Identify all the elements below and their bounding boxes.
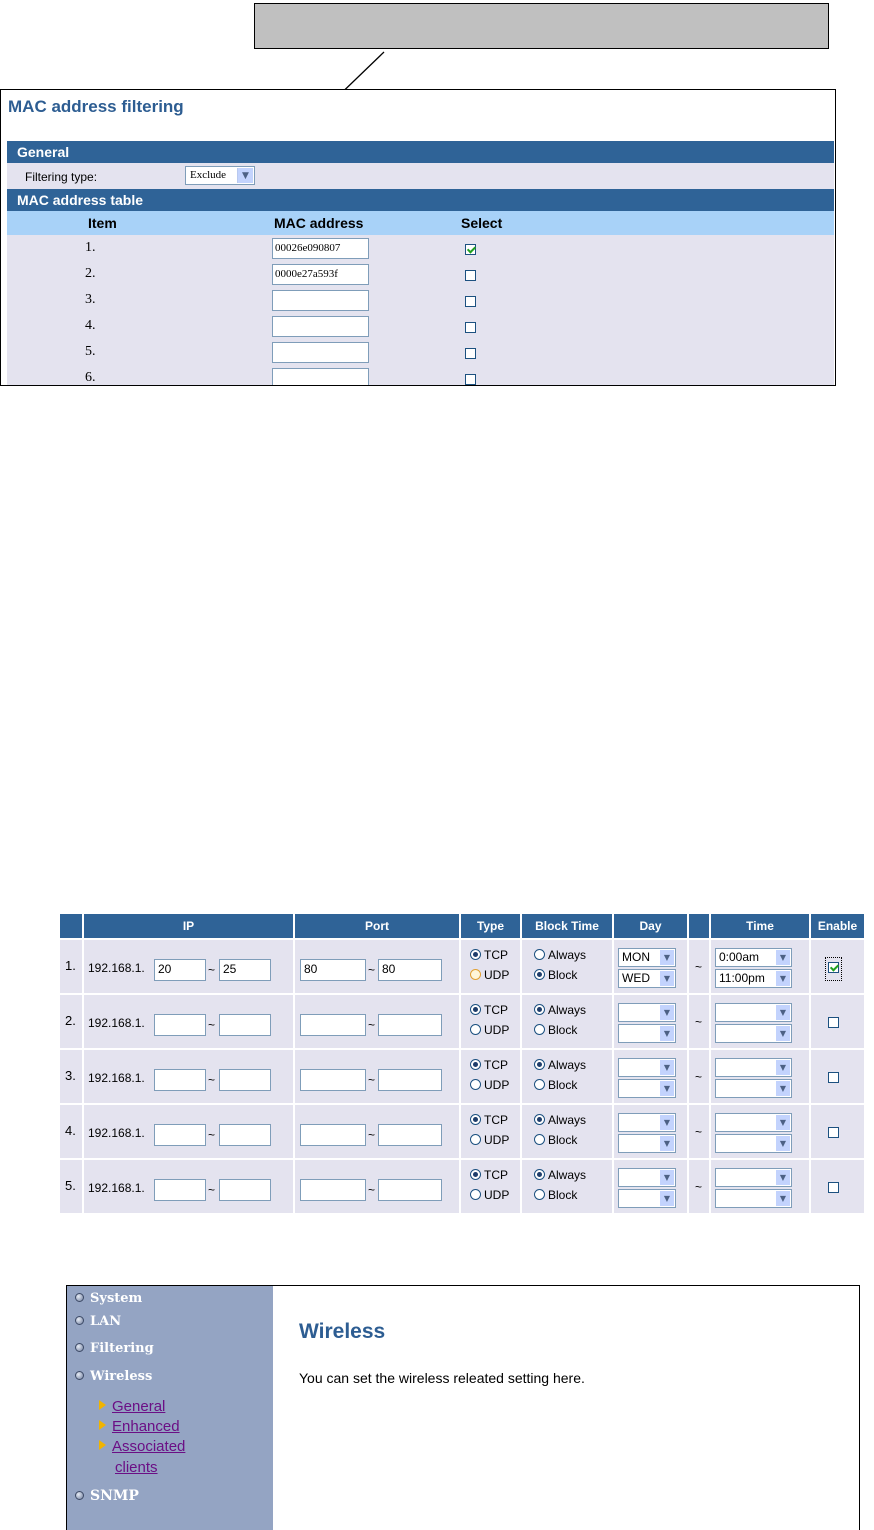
table-row — [60, 995, 864, 1048]
radio-always[interactable]: Always — [534, 1058, 586, 1072]
mac-table-header — [7, 211, 834, 235]
mac-address-input[interactable] — [272, 368, 369, 386]
day-from-select[interactable] — [618, 1058, 676, 1077]
time-from-select[interactable] — [715, 1168, 792, 1187]
cell-divider — [612, 1105, 614, 1158]
chevron-down-icon[interactable]: ▼ — [660, 1115, 674, 1130]
cell-divider — [687, 1105, 689, 1158]
chevron-down-icon[interactable]: ▼ — [776, 950, 790, 965]
time-from-select[interactable] — [715, 1113, 792, 1132]
range-tilde: ~ — [368, 1018, 376, 1032]
sidebar — [67, 1286, 273, 1530]
sidebar-item-snmp[interactable]: SNMP — [75, 1488, 139, 1504]
ip-from-input[interactable]: 20 — [154, 959, 206, 981]
sidebar-item-wireless[interactable]: Wireless — [75, 1369, 152, 1384]
bullet-icon — [75, 1491, 84, 1500]
enable-checkbox[interactable] — [828, 1017, 839, 1028]
chevron-down-icon[interactable]: ▼ — [237, 168, 253, 183]
cell-divider — [82, 1105, 84, 1158]
cell-divider — [687, 1160, 689, 1213]
radio-always[interactable]: Always — [534, 948, 586, 962]
radio-circle-icon — [534, 1189, 545, 1200]
row-number: 5. — [65, 1178, 76, 1193]
chevron-down-icon[interactable]: ▼ — [776, 1170, 790, 1185]
mac-address-input[interactable] — [272, 316, 369, 337]
chevron-down-icon[interactable]: ▼ — [660, 950, 674, 965]
time-to-select[interactable] — [715, 1024, 792, 1043]
cell-divider — [82, 1050, 84, 1103]
table-row — [60, 1160, 864, 1213]
column-header-port: Port — [295, 914, 461, 938]
column-header-ip: IP — [84, 914, 295, 938]
table-row — [7, 262, 834, 288]
time-from-select[interactable]: 0:00am ▼ — [715, 948, 792, 967]
enable-checkbox-wrap — [828, 1015, 839, 1033]
ip-to-input[interactable] — [219, 1179, 271, 1201]
row-number: 3. — [85, 292, 96, 307]
day-to-select[interactable] — [618, 1189, 676, 1208]
wireless-page — [66, 1285, 860, 1530]
sidebar-link-enhanced[interactable]: Enhanced — [99, 1418, 180, 1435]
radio-circle-icon — [470, 1189, 481, 1200]
range-tilde: ~ — [695, 1015, 703, 1029]
cell-divider — [459, 940, 461, 993]
row-number: 1. — [65, 958, 76, 973]
ip-prefix: 192.168.1. — [88, 1071, 145, 1085]
radio-block[interactable]: Block — [534, 1133, 577, 1147]
column-header-enable: Enable — [811, 914, 864, 938]
cell-divider — [82, 940, 84, 993]
cell-divider — [459, 1160, 461, 1213]
range-tilde: ~ — [208, 1183, 216, 1197]
column-header-num — [60, 914, 84, 938]
cell-divider — [459, 995, 461, 1048]
radio-tcp[interactable]: TCP — [470, 1003, 508, 1017]
range-tilde: ~ — [208, 963, 216, 977]
radio-tcp[interactable]: TCP — [470, 948, 508, 962]
cell-divider — [520, 1105, 522, 1158]
table-row — [7, 288, 834, 314]
port-from-input[interactable] — [300, 1179, 366, 1201]
chevron-down-icon[interactable]: ▼ — [660, 971, 674, 986]
ip-from-input[interactable] — [154, 1014, 206, 1036]
content-title: Wireless — [299, 1320, 386, 1343]
select-checkbox[interactable] — [465, 244, 476, 255]
cell-divider — [293, 995, 295, 1048]
row-number: 4. — [65, 1123, 76, 1138]
range-tilde: ~ — [208, 1128, 216, 1142]
radio-circle-icon — [534, 1079, 545, 1090]
select-checkbox[interactable] — [465, 322, 476, 333]
chevron-down-icon[interactable]: ▼ — [660, 1005, 674, 1020]
ip-from-input[interactable] — [154, 1179, 206, 1201]
time-to-select[interactable]: 11:00pm ▼ — [715, 969, 792, 988]
cell-divider — [809, 1105, 811, 1158]
cell-divider — [459, 1050, 461, 1103]
filtering-type-label: Filtering type: — [25, 170, 98, 184]
cell-divider — [809, 1160, 811, 1213]
chevron-down-icon[interactable]: ▼ — [660, 1060, 674, 1075]
table-row — [7, 314, 834, 340]
time-to-select[interactable] — [715, 1189, 792, 1208]
radio-udp[interactable]: UDP — [470, 968, 509, 982]
enable-checkbox[interactable] — [828, 1072, 839, 1083]
radio-circle-icon — [470, 969, 481, 980]
arrow-right-icon — [99, 1420, 106, 1430]
range-tilde: ~ — [695, 1180, 703, 1194]
radio-circle-icon — [470, 1059, 481, 1070]
enable-checkbox-wrap — [828, 1180, 839, 1198]
enable-checkbox[interactable] — [828, 962, 839, 973]
radio-circle-icon — [534, 969, 545, 980]
column-header-sep — [689, 914, 711, 938]
cell-divider — [293, 1105, 295, 1158]
radio-circle-icon — [470, 1004, 481, 1015]
chevron-down-icon[interactable]: ▼ — [776, 1060, 790, 1075]
sidebar-link-associated-clients[interactable]: clients — [115, 1459, 158, 1476]
radio-circle-icon — [470, 1024, 481, 1035]
cell-divider — [520, 940, 522, 993]
range-tilde: ~ — [695, 1070, 703, 1084]
port-to-input[interactable] — [378, 1014, 442, 1036]
row-number: 2. — [65, 1013, 76, 1028]
radio-circle-icon — [534, 1004, 545, 1015]
sidebar-link-associated[interactable]: Associated — [99, 1438, 185, 1455]
mac-address-input[interactable] — [272, 342, 369, 363]
row-number: 5. — [85, 344, 96, 359]
column-header-day: Day — [614, 914, 689, 938]
table-row — [60, 1105, 864, 1158]
day-to-select[interactable] — [618, 1134, 676, 1153]
mac-filtering-panel — [0, 89, 836, 386]
chevron-down-icon[interactable]: ▼ — [776, 1136, 790, 1151]
time-from-select[interactable] — [715, 1058, 792, 1077]
sidebar-item-system[interactable]: System — [75, 1291, 142, 1306]
radio-block[interactable]: Block — [534, 968, 577, 982]
radio-circle-icon — [470, 1134, 481, 1145]
port-from-input[interactable] — [300, 1014, 366, 1036]
ip-prefix: 192.168.1. — [88, 961, 145, 975]
cell-divider — [809, 1050, 811, 1103]
day-to-select[interactable]: WED ▼ — [618, 969, 676, 988]
enable-checkbox-wrap — [828, 1125, 839, 1143]
cell-divider — [687, 1050, 689, 1103]
sidebar-link-general[interactable]: General — [99, 1398, 165, 1415]
cell-divider — [809, 995, 811, 1048]
radio-circle-icon — [534, 1024, 545, 1035]
column-header-select: Select — [461, 215, 503, 231]
sidebar-item-filtering[interactable]: Filtering — [75, 1341, 154, 1356]
port-to-input[interactable] — [378, 1124, 442, 1146]
port-from-input[interactable] — [300, 1124, 366, 1146]
mac-address-input[interactable]: 00026e090807 — [272, 238, 369, 259]
cell-divider — [612, 995, 614, 1048]
cell-divider — [709, 1160, 711, 1213]
column-header-type: Type — [461, 914, 522, 938]
general-section-header: General — [7, 141, 834, 163]
bullet-icon — [75, 1343, 84, 1352]
content-description: You can set the wireless releated setting here. — [299, 1370, 585, 1386]
row-number: 2. — [85, 266, 96, 281]
range-tilde: ~ — [695, 1125, 703, 1139]
ip-from-input[interactable] — [154, 1124, 206, 1146]
chevron-down-icon[interactable]: ▼ — [776, 1026, 790, 1041]
enable-checkbox[interactable] — [828, 1182, 839, 1193]
radio-block[interactable]: Block — [534, 1078, 577, 1092]
table-row — [60, 1050, 864, 1103]
cell-divider — [612, 1160, 614, 1213]
cell-divider — [459, 1105, 461, 1158]
cell-divider — [293, 1160, 295, 1213]
radio-udp[interactable]: UDP — [470, 1023, 509, 1037]
radio-circle-icon — [534, 1114, 545, 1125]
chevron-down-icon[interactable]: ▼ — [776, 1081, 790, 1096]
radio-circle-icon — [470, 1114, 481, 1125]
ip-to-input[interactable]: 25 — [219, 959, 271, 981]
cell-divider — [612, 1050, 614, 1103]
row-number: 1. — [85, 240, 96, 255]
chevron-down-icon[interactable]: ▼ — [776, 1005, 790, 1020]
cell-divider — [709, 1050, 711, 1103]
ip-prefix: 192.168.1. — [88, 1181, 145, 1195]
cell-divider — [687, 940, 689, 993]
arrow-right-icon — [99, 1440, 106, 1450]
select-checkbox[interactable] — [465, 296, 476, 307]
radio-always[interactable]: Always — [534, 1168, 586, 1182]
port-to-input[interactable] — [378, 1069, 442, 1091]
enable-checkbox[interactable] — [828, 1127, 839, 1138]
cell-divider — [520, 1160, 522, 1213]
cell-divider — [709, 940, 711, 993]
cell-divider — [82, 1160, 84, 1213]
chevron-down-icon[interactable]: ▼ — [660, 1081, 674, 1096]
day-to-select[interactable] — [618, 1079, 676, 1098]
filtering-type-select[interactable] — [185, 166, 255, 185]
radio-circle-icon — [534, 1134, 545, 1145]
radio-tcp[interactable]: TCP — [470, 1168, 508, 1182]
day-from-select[interactable] — [618, 1168, 676, 1187]
page-title: MAC address filtering — [8, 97, 184, 116]
enable-checkbox-wrap — [825, 957, 842, 981]
chevron-down-icon[interactable]: ▼ — [776, 1191, 790, 1206]
cell-divider — [809, 940, 811, 993]
range-tilde: ~ — [368, 963, 376, 977]
radio-tcp[interactable]: TCP — [470, 1058, 508, 1072]
bullet-icon — [75, 1293, 84, 1302]
chevron-down-icon[interactable]: ▼ — [660, 1026, 674, 1041]
cell-divider — [293, 940, 295, 993]
arrow-right-icon — [99, 1400, 106, 1410]
port-from-input[interactable] — [300, 1069, 366, 1091]
radio-circle-icon — [470, 1079, 481, 1090]
range-tilde: ~ — [208, 1018, 216, 1032]
chevron-down-icon[interactable]: ▼ — [660, 1170, 674, 1185]
radio-circle-icon — [470, 949, 481, 960]
radio-circle-icon — [534, 1059, 545, 1070]
mac-table-body — [7, 235, 834, 385]
ip-prefix: 192.168.1. — [88, 1016, 145, 1030]
column-header-time: Time — [711, 914, 811, 938]
day-to-select[interactable] — [618, 1024, 676, 1043]
bullet-icon — [75, 1316, 84, 1325]
mac-address-input[interactable] — [272, 290, 369, 311]
chevron-down-icon[interactable]: ▼ — [776, 971, 790, 986]
cell-divider — [520, 1050, 522, 1103]
column-header-block-time: Block Time — [522, 914, 614, 938]
port-to-input[interactable]: 80 — [378, 959, 442, 981]
day-from-select[interactable]: MON ▼ — [618, 948, 676, 967]
table-row — [60, 940, 864, 993]
cell-divider — [709, 995, 711, 1048]
chevron-down-icon[interactable]: ▼ — [776, 1115, 790, 1130]
cell-divider — [709, 1105, 711, 1158]
select-checkbox[interactable] — [465, 270, 476, 281]
cell-divider — [82, 995, 84, 1048]
filtering-type-row — [7, 163, 834, 189]
cell-divider — [293, 1050, 295, 1103]
day-from-select[interactable] — [618, 1003, 676, 1022]
row-number: 6. — [85, 370, 96, 385]
radio-block[interactable]: Block — [534, 1188, 577, 1202]
radio-circle-icon — [534, 1169, 545, 1180]
radio-tcp[interactable]: TCP — [470, 1113, 508, 1127]
time-to-select[interactable] — [715, 1079, 792, 1098]
cell-divider — [520, 995, 522, 1048]
radio-circle-icon — [534, 949, 545, 960]
select-checkbox[interactable] — [465, 348, 476, 359]
range-tilde: ~ — [208, 1073, 216, 1087]
chevron-down-icon[interactable]: ▼ — [660, 1191, 674, 1206]
filtering-type-value: Exclude — [190, 169, 227, 181]
radio-always[interactable]: Always — [534, 1003, 586, 1017]
radio-udp[interactable]: UDP — [470, 1133, 509, 1147]
cell-divider — [612, 940, 614, 993]
table-row — [7, 366, 834, 386]
radio-always[interactable]: Always — [534, 1113, 586, 1127]
range-tilde: ~ — [368, 1073, 376, 1087]
time-to-select[interactable] — [715, 1134, 792, 1153]
sidebar-item-lan[interactable]: LAN — [75, 1314, 121, 1329]
ip-prefix: 192.168.1. — [88, 1126, 145, 1140]
day-from-select[interactable] — [618, 1113, 676, 1132]
ip-from-input[interactable] — [154, 1069, 206, 1091]
ip-to-input[interactable] — [219, 1124, 271, 1146]
table-row — [7, 236, 834, 262]
range-tilde: ~ — [368, 1128, 376, 1142]
range-tilde: ~ — [695, 960, 703, 974]
radio-block[interactable]: Block — [534, 1023, 577, 1037]
row-number: 3. — [65, 1068, 76, 1083]
ip-port-blocking-table — [60, 914, 864, 1212]
port-from-input[interactable]: 80 — [300, 959, 366, 981]
row-number: 4. — [85, 318, 96, 333]
time-from-select[interactable] — [715, 1003, 792, 1022]
mac-table-section-header: MAC address table — [7, 189, 834, 211]
ip-to-input[interactable] — [219, 1014, 271, 1036]
select-checkbox[interactable] — [465, 374, 476, 385]
range-tilde: ~ — [368, 1183, 376, 1197]
column-header-mac: MAC address — [274, 215, 364, 231]
bullet-icon — [75, 1371, 84, 1380]
radio-udp[interactable]: UDP — [470, 1188, 509, 1202]
column-header-item: Item — [88, 215, 117, 231]
port-to-input[interactable] — [378, 1179, 442, 1201]
radio-circle-icon — [470, 1169, 481, 1180]
enable-checkbox-wrap — [828, 1070, 839, 1088]
cell-divider — [687, 995, 689, 1048]
radio-udp[interactable]: UDP — [470, 1078, 509, 1092]
mac-address-input[interactable]: 0000e27a593f — [272, 264, 369, 285]
ip-to-input[interactable] — [219, 1069, 271, 1091]
table-row — [7, 340, 834, 366]
chevron-down-icon[interactable]: ▼ — [660, 1136, 674, 1151]
